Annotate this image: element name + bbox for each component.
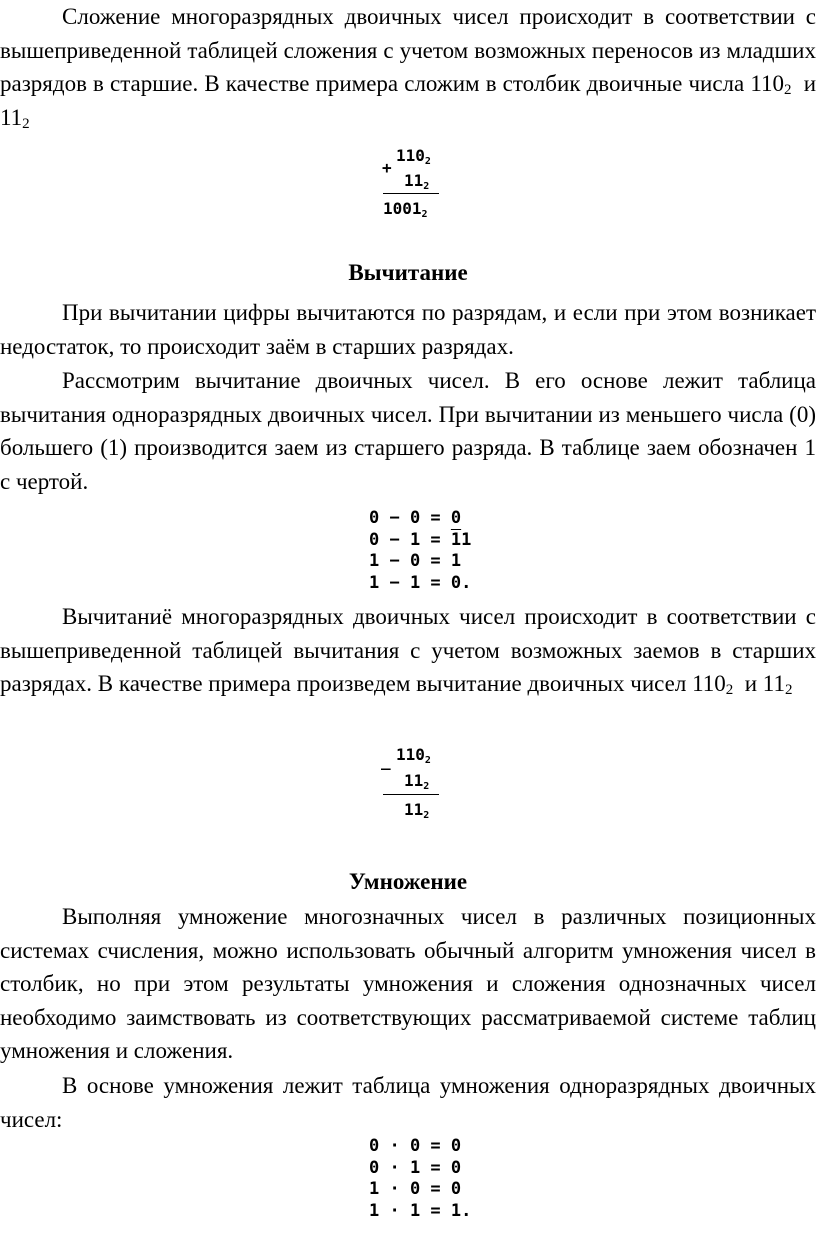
intro-number-1: $110_2$ xyxy=(750,71,792,99)
multiplication-table xyxy=(369,1136,471,1222)
subtraction-number-2: $11_2$ xyxy=(762,671,793,699)
subtraction-paragraph-2: Рассмотрим вычитание двоичных чисел. В его основе лежит таблица вычитания одноразрядных двоичных чисел. При вычитании из меньшего числа (0) большего (1) производится заем из старшего разряда. В таблице заем обозначен 1 с чертой. xyxy=(0,368,816,494)
subtraction-table-row: 1 − 0 = 1 xyxy=(369,551,462,571)
subtraction-table-row: 1 − 1 = 0. xyxy=(369,572,472,593)
intro-number-2: $11_2$ xyxy=(0,104,30,132)
multiplication-paragraph-1: Выполняя умножение многозначных чисел в различных позиционных системах счисления, можно использовать обычный алгоритм умножения чисел в столбик, но при этом результаты умножения и сложения однозначных чисел необходимо заимствовать из соответствующих рассматриваемой системе таблиц умножения и сложения. xyxy=(0,904,816,1064)
subtraction-paragraph-1: При вычитании цифры вычитаются по разрядам, и если при этом возникает недостаток, то происходит заём в старших разрядах. xyxy=(0,300,816,359)
addition-result: $1001_2$ xyxy=(383,199,428,220)
intro-and: и xyxy=(803,71,816,97)
subtraction-result: $11_2$ xyxy=(404,800,430,821)
intro-text: Сложение многоразрядных двоичных чисел происходит в соответствии с вышеприведенной таблицей сложения с учетом возможных переносов из младших разрядов в старшие. В качестве примера сложим в столбик двоичные числа xyxy=(0,4,816,97)
subtraction-operand-2: $11_2$ xyxy=(404,771,430,792)
addition-rule xyxy=(383,193,439,194)
multiplication-table-row: 1 · 0 = 0 xyxy=(369,1179,462,1199)
subtraction-heading: Вычитание xyxy=(348,260,468,285)
addition-operand-1: $110_2$ xyxy=(396,146,431,167)
subtraction-operator: _ xyxy=(381,751,391,770)
subtraction-table-row: 0 − 0 = 0 xyxy=(369,508,462,528)
multiplication-table-row: 0 · 0 = 0 xyxy=(369,1136,462,1156)
subtraction-rule xyxy=(383,794,439,795)
subtraction-table xyxy=(369,508,471,594)
addition-operator: + xyxy=(382,158,392,177)
borrow-digit: 1 xyxy=(450,529,462,550)
multiplication-table-row: 0 · 1 = 0 xyxy=(369,1157,462,1178)
multiplication-heading: Умножение xyxy=(348,869,468,894)
subtraction-paragraph-3: Вычитаниё многоразрядных двоичных чисел происходит в соответствии с вышеприведенной таблицей вычитания с учетом возможных заемов в старших разрядах. В качестве примера произведем вычитание двоичных чисел $110_2$ и $11_2$ xyxy=(0,604,816,699)
intro-paragraph xyxy=(0,0,816,134)
subtraction-operand-1: $110_2$ xyxy=(396,745,431,766)
addition-operand-2: $11_2$ xyxy=(404,171,430,192)
multiplication-table-row: 1 · 1 = 1. xyxy=(369,1200,472,1221)
multiplication-paragraph-2: В основе умножения лежит таблица умножения одноразрядных двоичных чисел: xyxy=(0,1073,816,1132)
subtraction-number-1: $110_2$ xyxy=(692,671,734,699)
subtraction-table-row: 0 − 1 = 11 xyxy=(369,529,472,550)
